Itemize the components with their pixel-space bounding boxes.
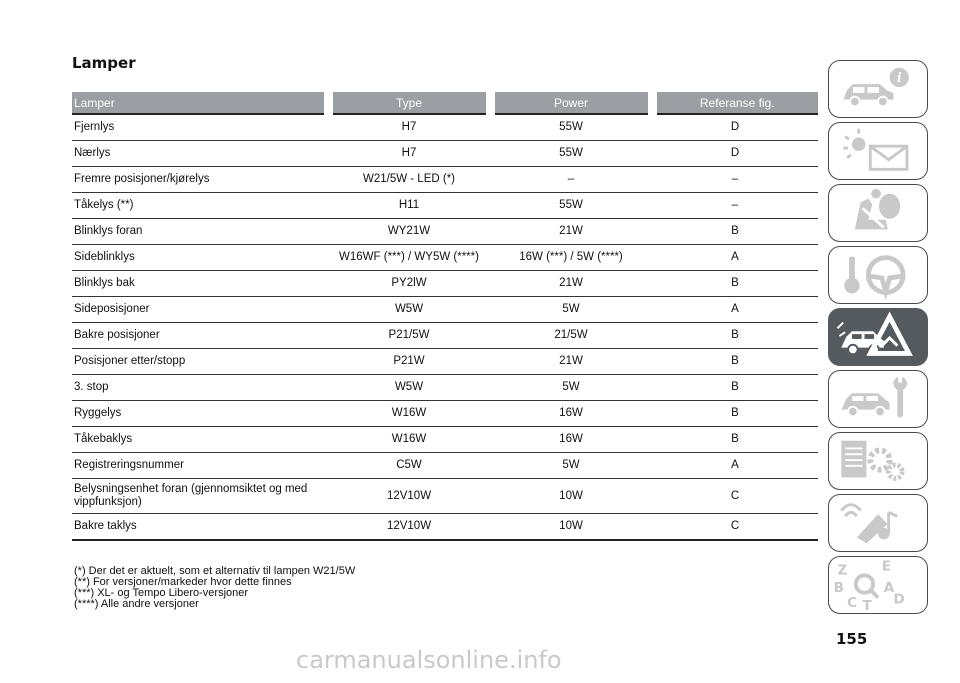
cell-type: H7 <box>328 141 490 167</box>
cell-power: 10W <box>490 514 652 541</box>
cell-power: 55W <box>490 114 652 141</box>
cell-reference: – <box>652 193 818 219</box>
header-power: Power <box>490 92 652 114</box>
table-row <box>72 427 818 453</box>
cell-power: 21W <box>490 349 652 375</box>
cell-lamp: Registreringsnummer <box>72 453 328 479</box>
index-letter: T <box>862 598 872 613</box>
cell-reference: B <box>652 401 818 427</box>
cell-reference: D <box>652 114 818 141</box>
table-row <box>72 193 818 219</box>
cell-reference: A <box>652 297 818 323</box>
multimedia-icon <box>829 495 927 551</box>
cell-lamp: Sideblinklys <box>72 245 328 271</box>
table-row <box>72 167 818 193</box>
cell-reference: A <box>652 453 818 479</box>
tab-index[interactable] <box>828 556 928 614</box>
index-letter: A <box>883 579 895 596</box>
cell-reference: B <box>652 219 818 245</box>
index-letter: D <box>893 591 905 608</box>
cell-type: W16W <box>328 401 490 427</box>
lamp-table <box>72 92 818 541</box>
cell-type: H7 <box>328 114 490 141</box>
key-steering-wheel-icon <box>829 247 927 303</box>
page-number: 155 <box>836 630 868 648</box>
tab-multimedia[interactable] <box>828 494 928 552</box>
table-row <box>72 323 818 349</box>
cell-reference: A <box>652 245 818 271</box>
alphabetical-index-icon <box>829 557 927 613</box>
cell-type: W16WF (***) / WY5W (****) <box>328 245 490 271</box>
cell-type: W16W <box>328 427 490 453</box>
cell-power: – <box>490 167 652 193</box>
cell-type: PY2lW <box>328 271 490 297</box>
page-title: Lamper <box>72 54 136 72</box>
cell-power: 10W <box>490 479 652 514</box>
car-service-wrench-icon <box>829 371 927 427</box>
cell-lamp: Bakre posisjoner <box>72 323 328 349</box>
index-letter: Z <box>837 562 848 579</box>
cell-power: 21W <box>490 219 652 245</box>
cell-power: 55W <box>490 193 652 219</box>
cell-power: 5W <box>490 375 652 401</box>
cell-type: W5W <box>328 375 490 401</box>
table-header-row <box>72 92 818 114</box>
table-body <box>72 114 818 540</box>
specifications-gears-icon <box>829 433 927 489</box>
tab-emergency[interactable] <box>828 308 928 366</box>
cell-type: 12V10W <box>328 514 490 541</box>
header-reference: Referanse fig. <box>652 92 818 114</box>
cell-reference: B <box>652 375 818 401</box>
cell-lamp: Fjernlys <box>72 114 328 141</box>
cell-lamp: Bakre taklys <box>72 514 328 541</box>
cell-lamp: Nærlys <box>72 141 328 167</box>
cell-type: C5W <box>328 453 490 479</box>
cell-reference: C <box>652 479 818 514</box>
cell-power: 16W (***) / 5W (****) <box>490 245 652 271</box>
cell-power: 16W <box>490 401 652 427</box>
footnote: (****) Alle andre versjoner <box>74 598 199 610</box>
warning-lights-message-icon <box>829 123 927 179</box>
cell-lamp: Blinklys foran <box>72 219 328 245</box>
footnote: (**) For versjoner/markeder hvor dette finnes <box>74 576 292 588</box>
index-letter: C <box>847 595 858 612</box>
table-row <box>72 114 818 141</box>
watermark: carmanualsonline.info <box>296 646 562 674</box>
table-row <box>72 479 818 514</box>
tab-safety[interactable] <box>828 184 928 242</box>
cell-lamp: Sideposisjoner <box>72 297 328 323</box>
footnote: (***) XL- og Tempo Libero-versjoner <box>74 587 249 599</box>
cell-type: WY21W <box>328 219 490 245</box>
cell-type: P21/5W <box>328 323 490 349</box>
cell-lamp: Fremre posisjoner/kjørelys <box>72 167 328 193</box>
cell-type: W21/5W - LED (*) <box>328 167 490 193</box>
cell-type: W5W <box>328 297 490 323</box>
cell-lamp: Ryggelys <box>72 401 328 427</box>
header-type: Type <box>328 92 490 114</box>
cell-lamp: 3. stop <box>72 375 328 401</box>
cell-power: 21W <box>490 271 652 297</box>
cell-lamp: Blinklys bak <box>72 271 328 297</box>
table-row <box>72 271 818 297</box>
cell-power: 5W <box>490 297 652 323</box>
cell-lamp: Tåkelys (**) <box>72 193 328 219</box>
cell-lamp: Posisjoner etter/stopp <box>72 349 328 375</box>
seat-airbag-icon <box>829 185 927 241</box>
footnote: (*) Der det er aktuelt, som et alternativ til lampen W21/5W <box>74 565 356 577</box>
table-row <box>72 401 818 427</box>
cell-type: H11 <box>328 193 490 219</box>
table-row <box>72 349 818 375</box>
car-info-icon <box>829 61 927 117</box>
cell-type: P21W <box>328 349 490 375</box>
header-lamper: Lamper <box>72 92 328 114</box>
index-letter: B <box>833 579 844 596</box>
svg-text:i: i <box>896 70 902 86</box>
cell-reference: B <box>652 271 818 297</box>
car-warning-triangle-icon <box>829 309 927 365</box>
index-letter: E <box>881 558 892 575</box>
cell-power: 5W <box>490 453 652 479</box>
cell-power: 21/5W <box>490 323 652 349</box>
cell-lamp: Tåkebaklys <box>72 427 328 453</box>
tab-technical-data[interactable] <box>828 432 928 490</box>
tab-warning-lights-messages[interactable] <box>828 122 928 180</box>
cell-power: 16W <box>490 427 652 453</box>
tab-starting-driving[interactable] <box>828 246 928 304</box>
cell-reference: B <box>652 427 818 453</box>
cell-power: 55W <box>490 141 652 167</box>
table-row <box>72 141 818 167</box>
cell-lamp: Belysningsenhet foran (gjennomsiktet og med vippfunksjon) <box>72 479 328 514</box>
tab-car-info[interactable] <box>828 60 928 118</box>
cell-reference: B <box>652 349 818 375</box>
table-row <box>72 297 818 323</box>
table-row <box>72 375 818 401</box>
cell-reference: C <box>652 514 818 541</box>
cell-type: 12V10W <box>328 479 490 514</box>
footnotes <box>74 566 355 610</box>
cell-reference: D <box>652 141 818 167</box>
table-row <box>72 245 818 271</box>
table-row <box>72 453 818 479</box>
table-row <box>72 219 818 245</box>
cell-reference: – <box>652 167 818 193</box>
tab-service-maintenance[interactable] <box>828 370 928 428</box>
cell-reference: B <box>652 323 818 349</box>
table-row <box>72 514 818 541</box>
